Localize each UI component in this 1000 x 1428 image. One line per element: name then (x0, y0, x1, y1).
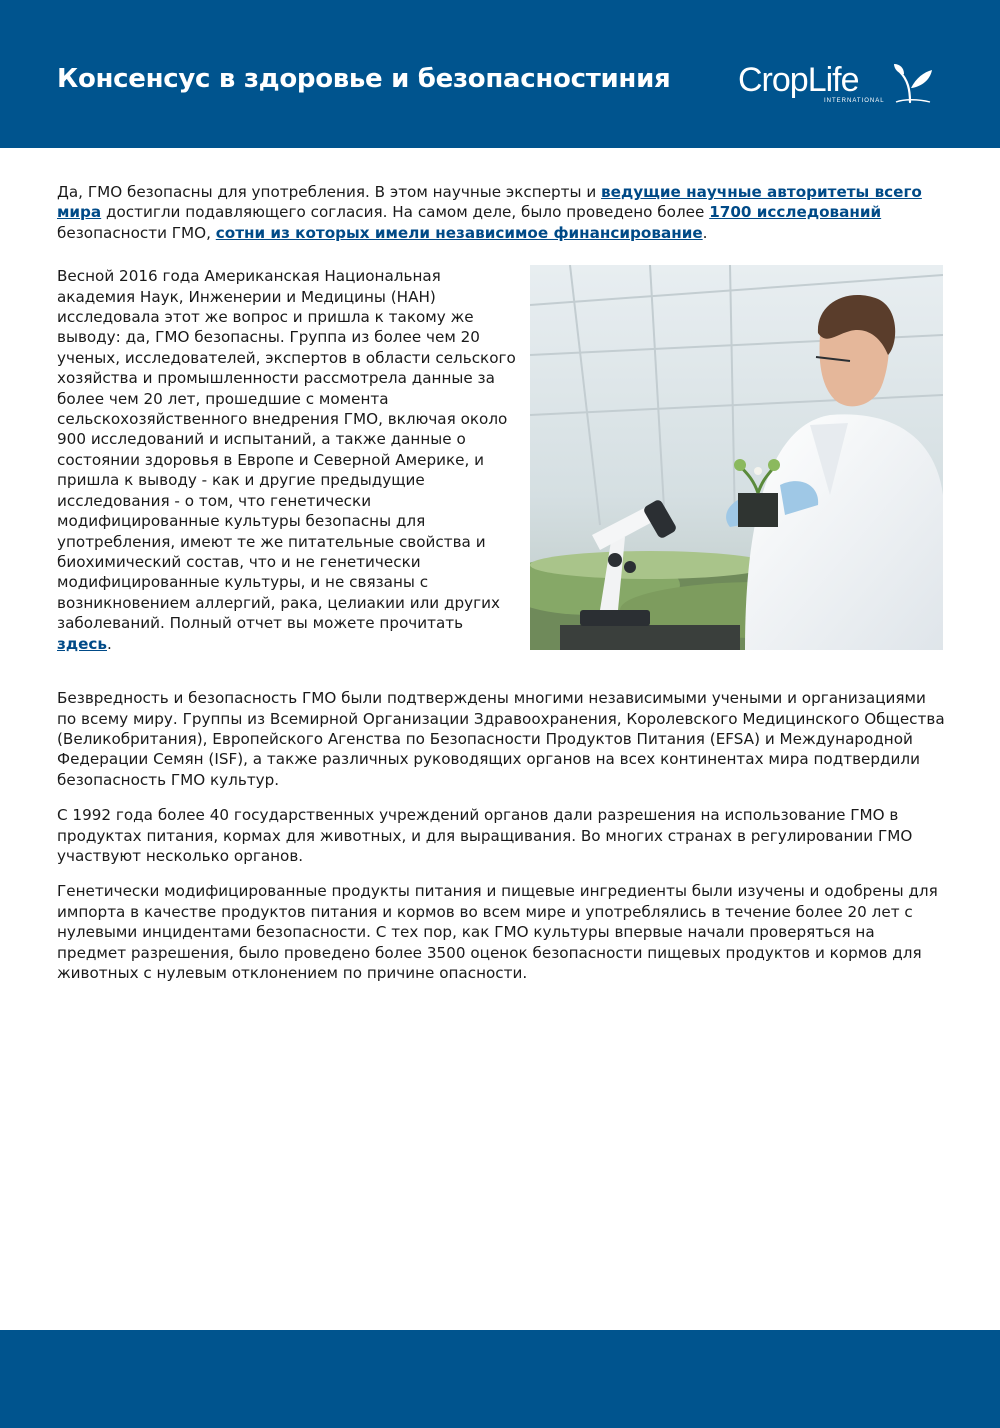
studies-1700-link[interactable]: 1700 исследований (709, 203, 882, 222)
intro-paragraph (57, 182, 945, 243)
scientist-photo (530, 265, 943, 650)
paragraph-approvals-since-1992: С 1992 года более 40 государственных учреждений органов дали разрешения на использование ГМО в продуктах питания, кормах для животных, и для выращивания. Во многих странах в регулировании ГМО участвуют несколько органов. (57, 806, 913, 866)
croplife-logo (738, 60, 938, 110)
logo-wordmark: CropLife (738, 61, 859, 99)
paragraph-safety-assessments: Генетически модифицированные продукты питания и пищевые ингредиенты были изучены и одобрены для импорта в качестве продуктов питания и кормов во всем мире и употреблялись в течение более 20 лет с нулевыми инцидентами безопасности. С тех пор, как ГМО культуры впервые начали проверяться на предмет разрешения, было проведено более 3500 оценок безопасности пищевых продуктов и кормов для животных с нулевым отклонением по причине опасности. (57, 882, 938, 983)
nas-paragraph (57, 266, 519, 654)
nas-text: Весной 2016 года Американская Национальная академия Наук, Инженерии и Медицины (НАН) исследовала этот же вопрос и пришла к такому же выводу: да, ГМО безопасны. Группа из более чем 20 ученых, исследователей, экспертов в области сельского хозяйства и промышленности рассмотрела данные за более чем 20 лет, прошедшие с момента сельскохозяйственного внедрения ГМО, включая около 900 исследований и испытаний, а также данные о состоянии здоровья в Европе и Северной Америке, и пришла к выводу - как и другие предыдущие исследования - о том, что генетически модифицированные культуры безопасны для употребления, имеют те же питательные свойства и биохимический состав, что и не генетически модифицированные культуры, и не связаны с возникновением аллергий, рака, целиакии или других заболеваний. Полный отчет вы можете прочитать (57, 267, 516, 633)
full-report-link[interactable]: здесь (57, 634, 107, 653)
intro-text-1: Да, ГМО безопасны для употребления. В этом научные эксперты и (57, 183, 602, 201)
paragraph-independent-confirmation: Безвредность и безопасность ГМО были подтверждены многими независимыми учеными и организациями по всему миру. Группы из Всемирной Организации Здравоохранения, Королевского Медицинского Общества (Великобритания), Европейского Агенства по Безопасности Продуктов Питания (EFSA) и Международной Федерации Семян (ISF), а также различных руководящих органов на всех континентах мира подтвердили безопасность ГМО культур. (57, 689, 945, 789)
logo-subtitle: INTERNATIONAL (824, 98, 885, 104)
intro-text-3: безопасности ГМО, (57, 223, 216, 242)
page-title: Консенсус в здоровье и безопасностиния (57, 64, 671, 94)
intro-text-4: . (702, 223, 708, 242)
leading-authorities-link[interactable]: ведущие научные авторитеты всего мира (57, 183, 922, 222)
nas-section (57, 266, 945, 661)
nas-text-end: . (107, 634, 112, 653)
footer-band (0, 1330, 1000, 1428)
main-content (57, 182, 945, 999)
sprout-icon (892, 62, 934, 104)
intro-text-2: достигли подавляющего согласия. На самом деле, было проведено более (101, 203, 710, 222)
independent-funding-link[interactable]: сотни из которых имели независимое финансирование (215, 223, 703, 242)
header-band (0, 0, 1000, 148)
